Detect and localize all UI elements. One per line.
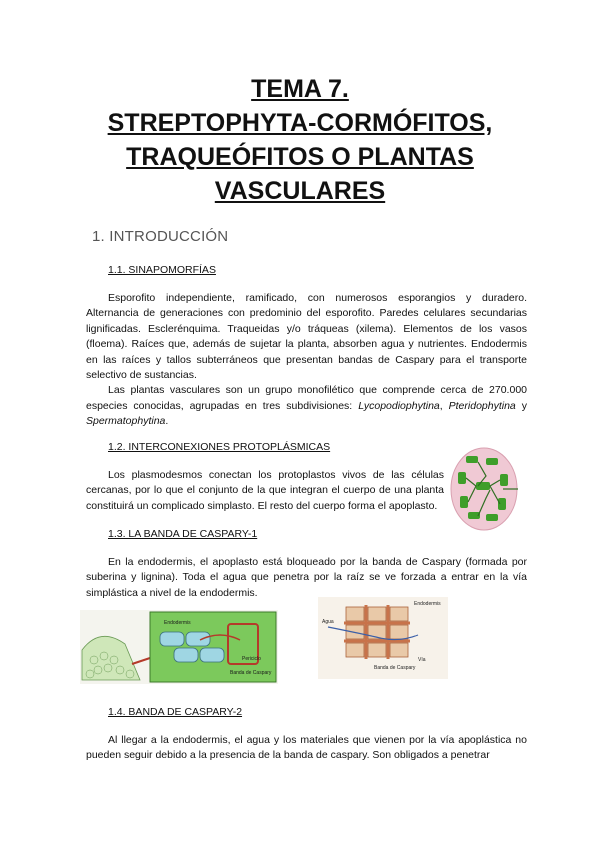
caspary-band-figure — [318, 597, 448, 679]
paragraph-sinapomorfias: Esporofito independiente, ramificado, con numerosos esporangios y duradero. Alternancia de generaciones con predominio del esporofito. Paredes celulares secundarias lignificadas. Esclerénquima. Traqueidas y/o tráqueas (xilema). Elementos de los vasos (floema). Raíces que, además de sujetar la planta, absorben agua y nutrientes. Endodermis en las raíces y tallos subterráneos que presentan bandas de Caspary para el transporte selectivo de sustancias. Las plantas vasculares son un grupo monofilético que comprende cerca de 270.000 especies conocidas, agrupadas en tres subdivisiones: Lycopodiophytina, Pteridophytina y Spermatophytina. — [86, 292, 527, 428]
fig-right-label-via: Vía — [418, 657, 426, 663]
fig-right-label-agua: Agua — [322, 619, 334, 625]
page-title: TEMA 7. STREPTOPHYTA-CORMÓFITOS, TRAQUEÓFITOS O PLANTAS VASCULARES — [107, 75, 493, 205]
fig-left-label-banda: Banda de Caspary — [230, 670, 272, 676]
paragraph-caspary-1: En la endodermis, el apoplasto está bloqueado por la banda de Caspary (formada por suberina y lignina). Toda el agua que penetra por la raíz se ve forzada a entrar en la vía simplástica a nivel de la endodermis. — [86, 556, 527, 599]
paragraph-interconexiones: Los plasmodesmos conectan los protoplastos vivos de las células cercanas, por lo que el conjunto de la que integran el cuerpo de una planta constituirá un complicado simplasto. El resto del cuerpo forma el apoplasto. — [86, 469, 444, 512]
subheading-caspary-2: 1.4. BANDA DE CASPARY-2 — [108, 706, 243, 718]
section-heading-introduccion: 1. INTRODUCCIÓN — [92, 228, 229, 245]
subheading-interconexiones: 1.2. INTERCONEXIONES PROTOPLÁSMICAS — [108, 441, 331, 453]
fig-left-label-endodermis: Endodermis — [164, 620, 191, 626]
endodermis-figure — [80, 610, 278, 684]
subheading-caspary-1: 1.3. LA BANDA DE CASPARY-1 — [108, 528, 258, 540]
fig-right-label-endodermis: Endodermis — [414, 601, 441, 607]
fig-right-label-banda: Banda de Caspary — [374, 665, 416, 671]
paragraph-caspary-2: Al llegar a la endodermis, el agua y los materiales que vienen por la vía apoplástica no pueden seguir debido a la presencia de la banda de caspary. Son obligados a penetrar — [86, 734, 527, 762]
subheading-sinapomorfias: 1.1. SINAPOMORFÍAS — [108, 264, 216, 276]
plasmodesmata-figure — [448, 446, 520, 532]
fig-left-label-periciclo: Periciclo — [242, 656, 261, 662]
